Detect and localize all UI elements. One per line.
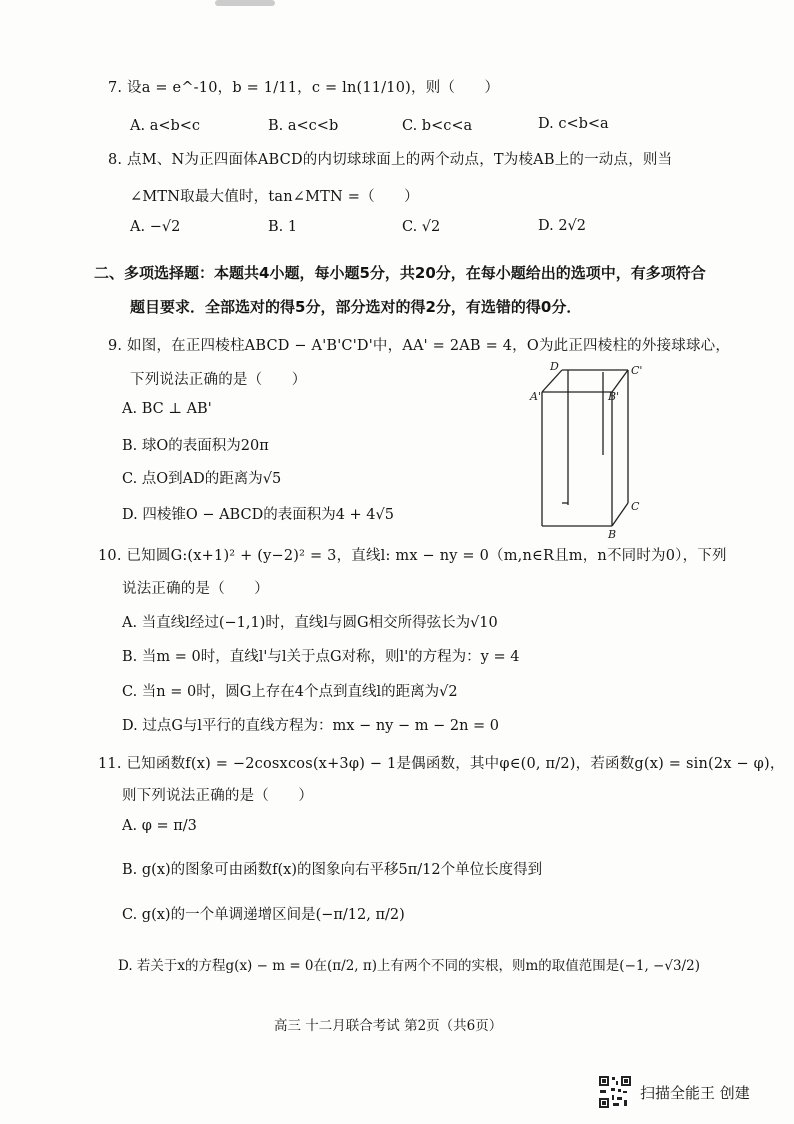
q11-option-c: C. g(x)的一个单调递增区间是(−π/12, π/2) <box>122 907 405 923</box>
q10-stem-line1: 10. 已知圆G:(x+1)² + (y−2)² = 3，直线l: mx − ny = 0（m,n∈R且m，n不同时为0），下列 <box>98 548 727 564</box>
q11-stem-line1: 11. 已知函数f(x) = −2cosxcos(x+3φ) − 1是偶函数，其中φ∈(0, π/2)，若函数g(x) = sin(2x − φ)， <box>98 756 785 772</box>
q9-option-a: A. BC ⊥ AB' <box>122 401 212 417</box>
q11-option-d: D. 若关于x的方程g(x) − m = 0在(π/2, π)上有两个不同的实根，则m的取值范围是(−1, −√3/2) <box>118 958 700 974</box>
q11-stem-line2: 则下列说法正确的是（ ） <box>122 788 314 804</box>
label-C1: C' <box>631 364 643 377</box>
label-B: B <box>608 528 617 540</box>
q8-stem-line1: 8. 点M、N为正四面体ABCD的内切球球面上的两个动点，T为棱AB上的一动点，则当 <box>108 152 673 168</box>
prism-figure <box>528 360 658 540</box>
edge-b1-c1 <box>612 370 628 392</box>
label-D: D <box>550 360 559 373</box>
label-A1: A' <box>530 390 541 403</box>
q11-option-a: A. φ = π/3 <box>122 818 197 834</box>
q8-option-b: B. 1 <box>268 219 298 235</box>
q8-stem-line2: ∠MTN取最大值时，tan∠MTN =（ ） <box>130 189 419 205</box>
q9-option-c: C. 点O到AD的距离为√5 <box>122 471 282 487</box>
section2-heading-line2: 题目要求．全部选对的得5分，部分选对的得2分，有选错的得0分． <box>130 298 582 316</box>
qr-code-icon <box>598 1075 632 1109</box>
q8-option-a: A. −√2 <box>130 219 181 235</box>
section2-heading-line1: 二、多项选择题：本题共4小题，每小题5分，共20分，在每小题给出的选项中，有多项符合 <box>94 264 706 282</box>
q8-option-c: C. √2 <box>402 219 441 235</box>
edge-bc <box>612 503 628 526</box>
q10-stem-line2: 说法正确的是（ ） <box>122 581 269 597</box>
edge-d1-a1 <box>542 370 562 392</box>
scan-artifact <box>215 0 275 6</box>
q7-stem: 7. 设a = e^-10，b = 1/11，c = ln(11/10)，则（ ） <box>108 80 500 96</box>
q9-stem-line1: 9. 如图，在正四棱柱ABCD − A'B'C'D'中，AA' = 2AB = 4，O为此正四棱柱的外接球球心， <box>108 338 731 354</box>
q9-stem-line2: 下列说法正确的是（ ） <box>130 372 307 388</box>
scanner-watermark: 扫描全能王 创建 <box>640 1084 750 1102</box>
q7-option-b: B. a<c<b <box>268 118 339 134</box>
q7-option-a: A. a<b<c <box>130 118 201 134</box>
label-C: C <box>631 500 640 513</box>
q7-option-d: D. c<b<a <box>538 116 609 132</box>
q10-option-c: C. 当n = 0时，圆G上存在4个点到直线l的距离为√2 <box>122 684 458 700</box>
q11-option-b: B. g(x)的图象可由函数f(x)的图象向右平移5π/12个单位长度得到 <box>122 862 543 878</box>
q9-option-b: B. 球O的表面积为20π <box>122 438 269 454</box>
label-B1: B' <box>608 390 620 403</box>
page-footer: 高三 十二月联合考试 第2页（共6页） <box>274 1018 503 1034</box>
q10-option-b: B. 当m = 0时，直线l'与l关于点G对称，则l'的方程为：y = 4 <box>122 649 520 665</box>
q8-option-d: D. 2√2 <box>538 218 587 234</box>
q10-option-d: D. 过点G与l平行的直线方程为：mx − ny − m − 2n = 0 <box>122 718 500 734</box>
q7-option-c: C. b<c<a <box>402 118 473 134</box>
q9-option-d: D. 四棱锥O − ABCD的表面积为4 + 4√5 <box>122 507 394 523</box>
q10-option-a: A. 当直线l经过(−1,1)时，直线l与圆G相交所得弦长为√10 <box>122 615 498 631</box>
